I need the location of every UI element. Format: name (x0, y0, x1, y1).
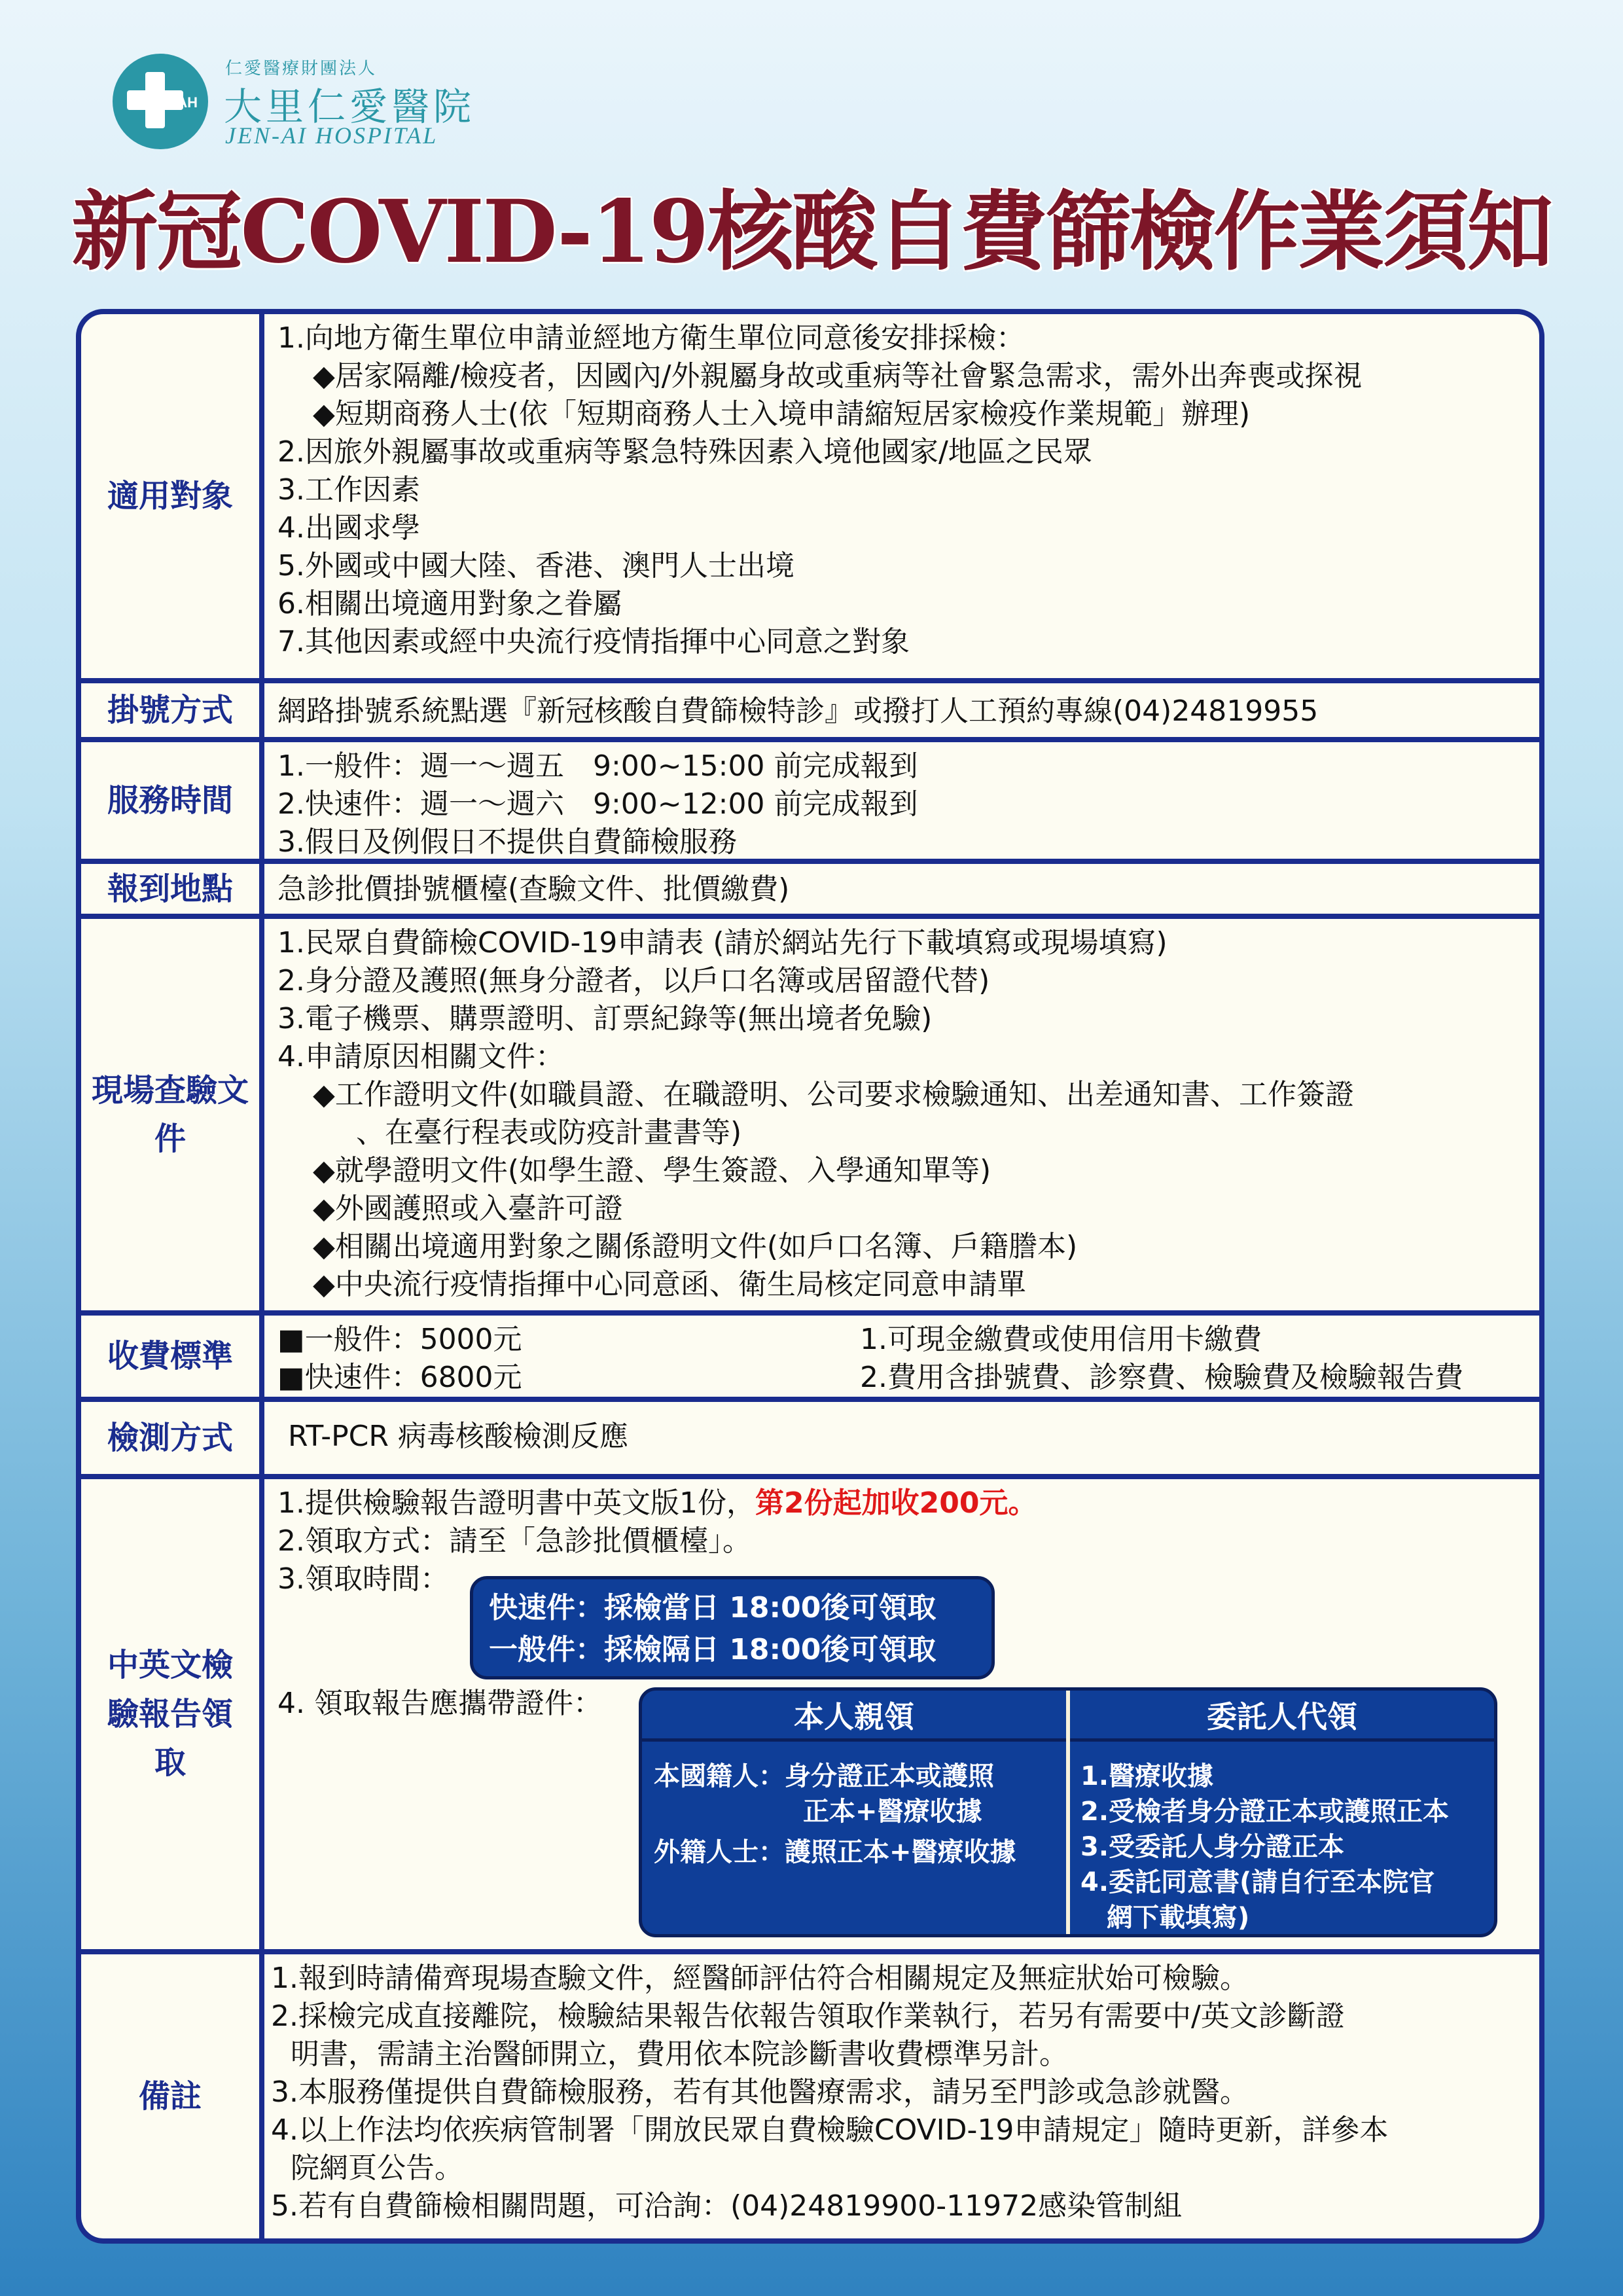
list-item: 3.電子機票、購票證明、訂票紀錄等(無出境者免驗) (277, 1002, 933, 1035)
row-registration (81, 678, 1539, 737)
extra-copy-fee: 第2份起加收200元。 (755, 1486, 1037, 1520)
pickup-time-box (470, 1576, 995, 1679)
pickup-time-regular: 一般件：採檢隔日 18:00後可領取 (489, 1633, 936, 1666)
report-line-4: 4. 領取報告應攜帶證件： (277, 1687, 602, 1720)
proxy-pickup-header: 委託人代領 (1070, 1691, 1494, 1742)
row-method (81, 1397, 1539, 1474)
list-item: 2.身分證及護照(無身分證者，以戶口名簿或居留證代替) (277, 964, 990, 997)
list-item: 2.快速件：週一～週六 9:00~12:00 前完成報到 (277, 787, 918, 821)
list-item: 1.報到時請備齊現場查驗文件，經醫師評估符合相關規定及無症狀始可檢驗。 (271, 1962, 1249, 1995)
proxy-pickup-content (1080, 1759, 1449, 1935)
list-item: 3.受委託人身分證正本 (1080, 1832, 1345, 1862)
check-in-text: 急診批價掛號櫃檯(查驗文件、批價繳費) (277, 872, 790, 906)
list-item: 網下載填寫) (1107, 1903, 1250, 1933)
method-text: RT-PCR 病毒核酸檢測反應 (288, 1420, 628, 1453)
list-item: ◆外國護照或入臺許可證 (313, 1192, 623, 1225)
list-item: 7.其他因素或經中央流行疫情指揮中心同意之對象 (277, 625, 910, 658)
row-documents (81, 914, 1539, 1310)
list-item: 3.工作因素 (277, 473, 420, 507)
list-item: 2.因旅外親屬事故或重病等緊急特殊因素入境他國家/地區之民眾 (277, 435, 1092, 469)
list-item: 4.委託同意書(請自行至本院官 (1080, 1867, 1435, 1897)
fee-item: ■快速件：6800元 (277, 1361, 522, 1394)
list-item: 院網頁公告。 (291, 2151, 463, 2185)
list-item: 3.本服務僅提供自費篩檢服務，若有其他醫療需求，請另至門診或急診就醫。 (271, 2075, 1249, 2109)
list-item: ◆就學證明文件(如學生證、學生簽證、入學通知單等) (313, 1154, 991, 1187)
logo-english-name: JEN-AI HOSPITAL (225, 122, 438, 149)
pickup-time-express: 快速件：採檢當日 18:00後可領取 (489, 1591, 936, 1624)
row-report (81, 1474, 1539, 1949)
list-item: ◆中央流行疫情指揮中心同意函、衛生局核定同意申請單 (313, 1268, 1026, 1301)
row-label-documents: 現場查驗文件 (81, 919, 264, 1310)
list-item: 4.申請原因相關文件： (277, 1040, 564, 1073)
list-item: 4.以上作法均依疾病管制署「開放民眾自費檢驗COVID-19申請規定」隨時更新，詳參本 (271, 2113, 1389, 2147)
list-item: 4.出國求學 (277, 511, 420, 545)
logo-hospital-name: 大里仁愛醫院 (224, 84, 476, 129)
cross-logo-icon (113, 54, 208, 149)
registration-text: 網路掛號系統點選『新冠核酸自費篩檢特診』或撥打人工預約專線(04)24819955 (277, 694, 1319, 728)
list-item: 1.向地方衛生單位申請並經地方衛生單位同意後安排採檢： (277, 321, 1025, 355)
list-item: 本國籍人：身分證正本或護照 (654, 1761, 994, 1791)
row-label-check-in: 報到地點 (81, 864, 264, 914)
row-label-registration: 掛號方式 (81, 683, 264, 737)
logo-badge: JAH (169, 94, 198, 111)
hospital-logo (113, 51, 571, 156)
report-line-2: 2.領取方式：請至「急診批價櫃檯」。 (277, 1524, 751, 1558)
row-fees (81, 1310, 1539, 1397)
page-title: 新冠COVID-19核酸自費篩檢作業須知 (71, 181, 1552, 283)
list-item: 3.假日及例假日不提供自費篩檢服務 (277, 825, 737, 859)
list-item: 5.外國或中國大陸、香港、澳門人士出境 (277, 549, 794, 583)
list-item: 1.民眾自費篩檢COVID-19申請表 (請於網站先行下載填寫或現場填寫) (277, 926, 1168, 960)
list-item: ◆相關出境適用對象之關係證明文件(如戶口名簿、戶籍謄本) (313, 1230, 1078, 1263)
row-eligibility (81, 314, 1539, 678)
row-service-hours (81, 737, 1539, 859)
fee-note: 2.費用含掛號費、診察費、檢驗費及檢驗報告費 (860, 1361, 1463, 1394)
fee-note: 1.可現金繳費或使用信用卡繳費 (860, 1323, 1262, 1356)
list-item: ◆工作證明文件(如職員證、在職證明、公司要求檢驗通知、出差通知書、工作簽證 (313, 1078, 1355, 1111)
list-item: 、在臺行程表或防疫計畫書等) (356, 1116, 742, 1149)
row-label-fees: 收費標準 (81, 1316, 264, 1397)
eligibility-content (277, 319, 1526, 661)
list-item: 2.採檢完成直接離院，檢驗結果報告依報告領取作業執行，若另有需要中/英文診斷證 (271, 2000, 1345, 2033)
list-item: 2.受檢者身分證正本或護照正本 (1080, 1797, 1450, 1827)
list-item: 明書，需請主治醫師開立，費用依本院診斷書收費標準另計。 (291, 2037, 1068, 2071)
report-line-3: 3.領取時間： (277, 1562, 449, 1596)
list-item: 外籍人士：護照正本+醫療收據 (654, 1837, 1016, 1867)
fee-item: ■一般件：5000元 (277, 1323, 522, 1356)
row-label-method: 檢測方式 (81, 1402, 264, 1474)
info-table (76, 309, 1544, 2244)
logo-org-line: 仁愛醫療財團法人 (225, 59, 378, 79)
list-item: ◆短期商務人士(依「短期商務人士入境申請縮短居家檢疫作業規範」辦理) (313, 397, 1251, 431)
row-label-notes: 備註 (81, 1954, 264, 2238)
self-pickup-content (654, 1759, 1016, 1870)
row-label-service-hours: 服務時間 (81, 742, 264, 859)
list-item: ◆居家隔離/檢疫者，因國內/外親屬身故或重病等社會緊急需求，需外出奔喪或探視 (313, 359, 1363, 393)
column-divider (1066, 1691, 1070, 1934)
list-item: 6.相關出境適用對象之眷屬 (277, 587, 622, 620)
row-label-eligibility: 適用對象 (81, 314, 264, 678)
list-item: 正本+醫療收據 (803, 1797, 982, 1827)
pickup-id-box (639, 1687, 1497, 1937)
list-item: 1.醫療收據 (1080, 1761, 1214, 1791)
row-notes (81, 1949, 1539, 2238)
list-item: 5.若有自費篩檢相關問題，可洽詢：(04)24819900-11972感染管制組 (271, 2189, 1183, 2223)
list-item: 1.一般件：週一～週五 9:00~15:00 前完成報到 (277, 749, 918, 783)
row-label-report: 中英文檢驗報告領取 (81, 1479, 264, 1949)
self-pickup-header: 本人親領 (642, 1691, 1066, 1742)
row-check-in (81, 859, 1539, 914)
fee-notes (860, 1321, 1463, 1397)
report-line-1: 1.提供檢驗報告證明書中英文版1份，第2份起加收200元。 (277, 1486, 1037, 1520)
